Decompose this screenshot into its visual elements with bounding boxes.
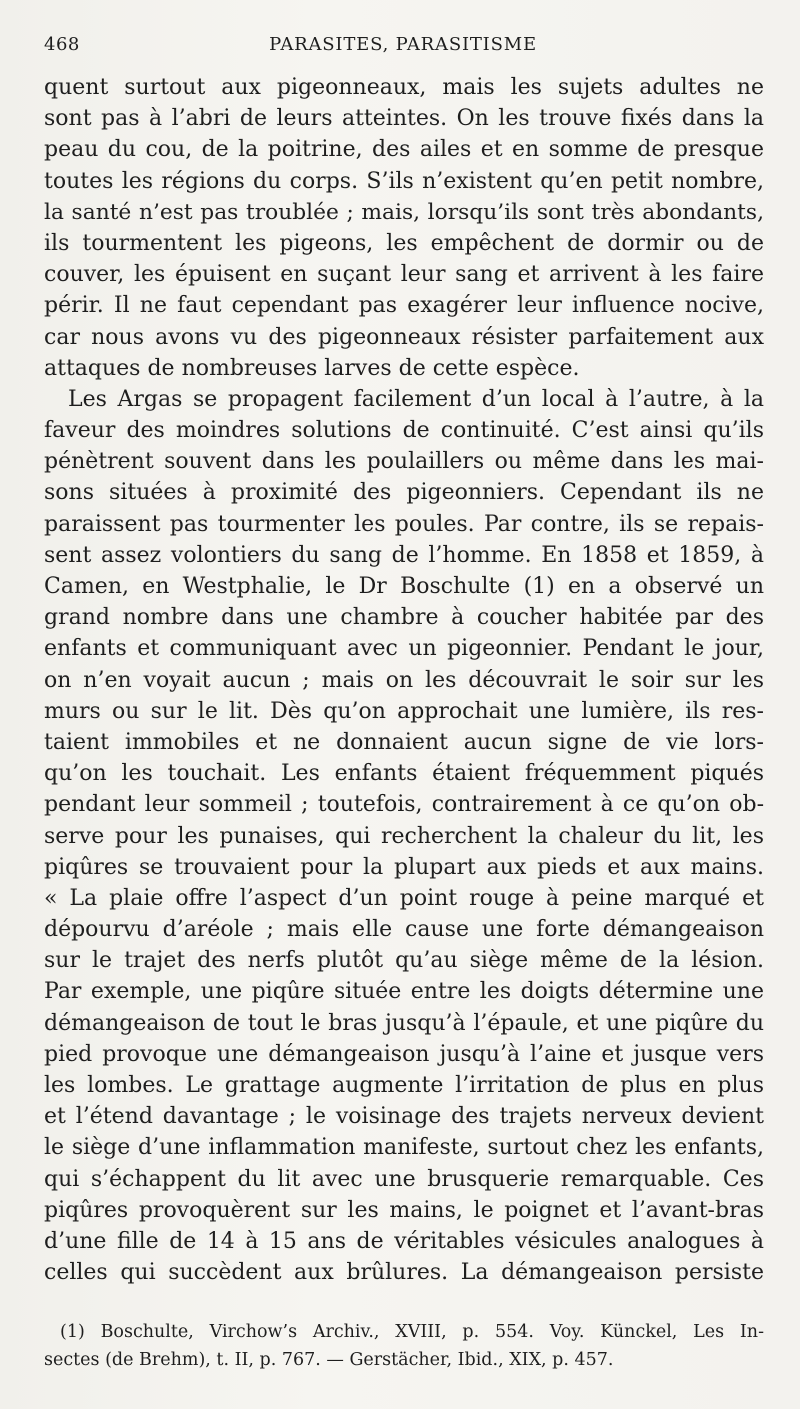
text-line: celles qui succèdent aux brûlures. La démangeaison persiste bbox=[44, 1260, 764, 1286]
text-line: qu’on les touchait. Les enfants étaient fréquemment piqués bbox=[44, 761, 764, 787]
text-line: dépourvu d’aréole ; mais elle cause une forte démangeaison bbox=[44, 917, 764, 943]
text-line: quent surtout aux pigeonneaux, mais les sujets adultes ne bbox=[44, 75, 764, 100]
text-line: pendant leur sommeil ; toutefois, contrairement à ce qu’on ob- bbox=[44, 792, 764, 818]
text-line: qui s’échappent du lit avec une brusquerie remarquable. Ces bbox=[44, 1166, 764, 1192]
text-line: ils tourmentent les pigeons, les empêchent de dormir ou de bbox=[44, 230, 764, 256]
text-line: et l’étend davantage ; le voisinage des trajets nerveux devient bbox=[44, 1104, 764, 1130]
text-line: serve pour les punaises, qui recherchent la chaleur du lit, les bbox=[44, 823, 764, 849]
text-line: sont pas à l’abri de leurs atteintes. On les trouve fixés dans la bbox=[44, 106, 764, 132]
text-line: couver, les épuisent en suçant leur sang et arrivent à les faire bbox=[44, 262, 764, 288]
text-line: « La plaie offre l’aspect d’un point rouge à peine marqué et bbox=[44, 885, 764, 911]
text-line: sur le trajet des nerfs plutôt qu’au siège même de la lésion. bbox=[44, 948, 764, 974]
text-line: taient immobiles et ne donnaient aucun signe de vie lors- bbox=[44, 729, 764, 755]
text-line: le siège d’une inflammation manifeste, surtout chez les enfants, bbox=[44, 1135, 764, 1161]
footnote-line: sectes (de Brehm), t. II, p. 767. — Gerstächer, Ibid., XIX, p. 457. bbox=[44, 1350, 614, 1370]
running-head: PARASITES, PARASITISME bbox=[269, 34, 537, 55]
text-line: la santé n’est pas troublée ; mais, lorsqu’ils sont très abondants, bbox=[44, 199, 764, 225]
text-line: faveur des moindres solutions de continuité. C’est ainsi qu’ils bbox=[44, 418, 764, 444]
text-line: car nous avons vu des pigeonneaux résister parfaitement aux bbox=[44, 324, 764, 350]
footnote-line: (1) Boschulte, Virchow’s Archiv., XVIII, p. 554. Voy. Künckel, Les In- bbox=[60, 1322, 764, 1342]
text-line: enfants et communiquant avec un pigeonnier. Pendant le jour, bbox=[44, 636, 764, 662]
text-line: piqûres se trouvaient pour la plupart aux pieds et aux mains. bbox=[44, 854, 764, 880]
text-line: grand nombre dans une chambre à coucher habitée par des bbox=[44, 605, 764, 631]
page-header bbox=[44, 34, 762, 62]
body-text bbox=[44, 72, 764, 1288]
text-line: Les Argas se propagent facilement d’un local à l’autre, à la bbox=[68, 386, 764, 412]
text-line: paraissent pas tourmenter les poules. Par contre, ils se repais- bbox=[44, 511, 764, 537]
page-number: 468 bbox=[44, 34, 80, 55]
text-line: les lombes. Le grattage augmente l’irritation de plus en plus bbox=[44, 1073, 764, 1098]
text-line: on n’en voyait aucun ; mais on les découvrait le soir sur les bbox=[44, 667, 764, 693]
text-line: murs ou sur le lit. Dès qu’on approchait une lumière, ils res- bbox=[44, 698, 764, 724]
text-line: toutes les régions du corps. S’ils n’existent qu’en petit nombre, bbox=[44, 168, 764, 194]
text-line: pénètrent souvent dans les poulaillers ou même dans les mai- bbox=[44, 449, 764, 475]
text-line: piqûres provoquèrent sur les mains, le poignet et l’avant-bras bbox=[44, 1197, 764, 1223]
footnotes bbox=[44, 1318, 764, 1374]
text-line: d’une fille de 14 à 15 ans de véritables vésicules analogues à bbox=[44, 1228, 764, 1254]
text-line: peau du cou, de la poitrine, des ailes et en somme de presque bbox=[44, 137, 764, 163]
text-line: démangeaison de tout le bras jusqu’à l’épaule, et une piqûre du bbox=[44, 1010, 764, 1036]
text-line: sons situées à proximité des pigeonniers. Cependant ils ne bbox=[44, 480, 764, 506]
text-line: pied provoque une démangeaison jusqu’à l’aine et jusque vers bbox=[44, 1041, 764, 1067]
text-line: attaques de nombreuses larves de cette espèce. bbox=[44, 355, 580, 381]
text-line: sent assez volontiers du sang de l’homme. En 1858 et 1859, à bbox=[44, 542, 764, 568]
text-line: périr. Il ne faut cependant pas exagérer leur influence nocive, bbox=[44, 293, 764, 319]
text-line: Camen, en Westphalie, le Dr Boschulte (1) en a observé un bbox=[44, 574, 764, 599]
text-line: Par exemple, une piqûre située entre les doigts détermine une bbox=[44, 979, 764, 1005]
